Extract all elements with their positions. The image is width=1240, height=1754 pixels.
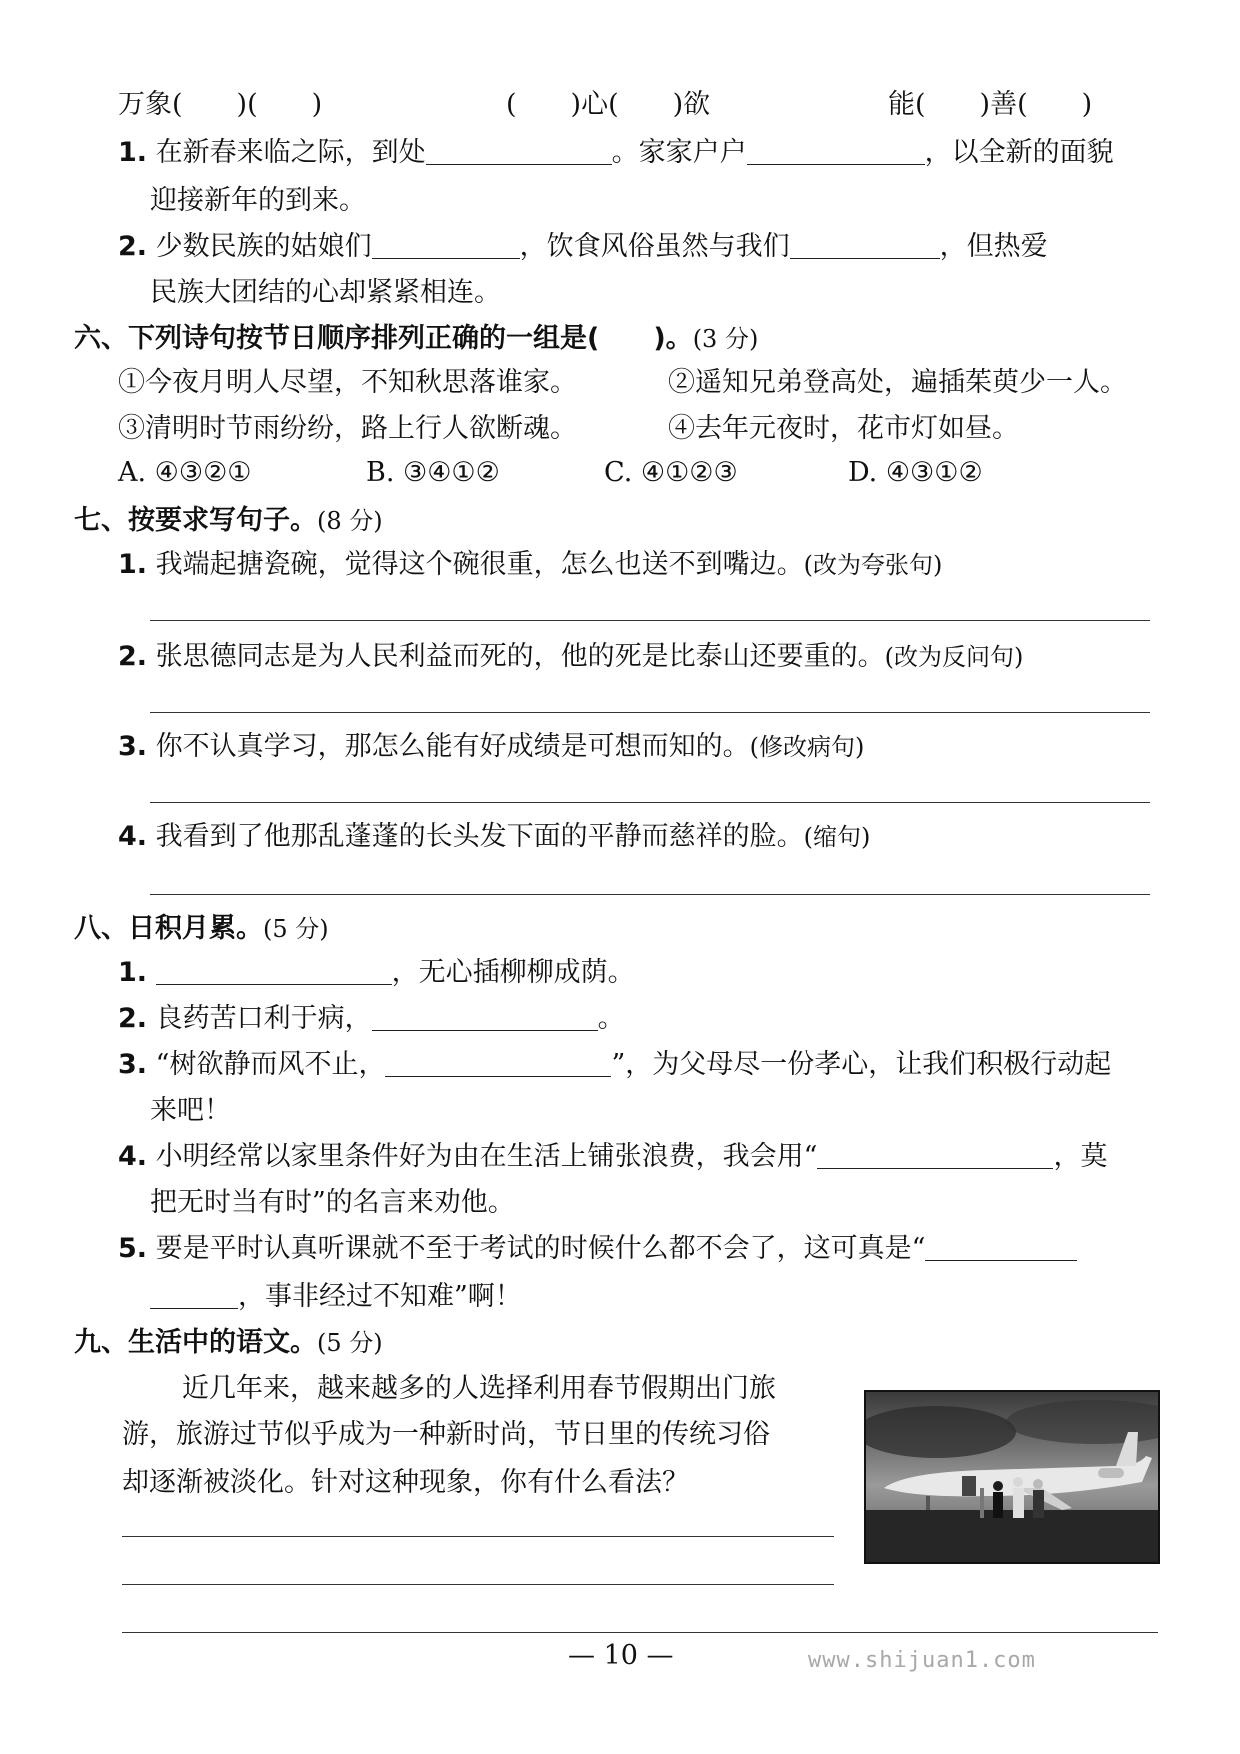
option-a[interactable]: A. ④③②① [118, 457, 252, 488]
q8-item-2: 2. 良药苦口利于病， 。 [118, 1003, 625, 1034]
watermark: www.shijuan1.com [808, 1648, 1036, 1673]
blank[interactable] [372, 232, 520, 259]
answer-line[interactable] [122, 1536, 834, 1537]
q7-item-3: 3. 你不认真学习，那怎么能有好成绩是可想而知的。(修改病句) [118, 731, 865, 762]
blank[interactable] [156, 958, 392, 985]
option-c[interactable]: C. ④①②③ [604, 457, 738, 488]
section-9-heading: 九、生活中的语文。(5 分) [74, 1327, 383, 1358]
blank[interactable] [747, 138, 925, 165]
blank[interactable] [372, 1004, 598, 1031]
page-number: — 10 — [568, 1640, 674, 1671]
q8-item-5: 5. 要是平时认真听课就不至于考试的时候什么都不会了，这可真是“ [118, 1232, 1077, 1266]
q5-item-1: 1. 在新春来临之际，到处 。家家户户 ，以全新的面貌 [118, 137, 1114, 168]
q8-item-3-cont: 来吧！ [150, 1095, 231, 1126]
answer-line[interactable] [150, 712, 1150, 713]
poem-4: ④去年元夜时，花市灯如昼。 [668, 413, 1019, 444]
q5-item-1-cont: 迎接新年的到来。 [150, 185, 366, 216]
blank[interactable] [925, 1234, 1077, 1261]
sec9-line-2: 游，旅游过节似乎成为一种新时尚，节日里的传统习俗 [122, 1419, 770, 1450]
poem-3: ③清明时节雨纷纷，路上行人欲断魂。 [118, 413, 577, 444]
answer-line[interactable] [150, 802, 1150, 803]
blank[interactable] [790, 232, 940, 259]
q7-item-2: 2. 张思德同志是为人民利益而死的，他的死是比泰山还要重的。(改为反问句) [118, 641, 1024, 672]
q7-item-4: 4. 我看到了他那乱蓬蓬的长头发下面的平静而慈祥的脸。(缩句) [118, 821, 871, 852]
option-b[interactable]: B. ③④①② [366, 457, 500, 488]
jet-photo-illustration [866, 1392, 1158, 1562]
sec9-line-1: 近几年来，越来越多的人选择利用春节假期出门旅 [182, 1373, 776, 1404]
blank[interactable] [426, 138, 612, 165]
blank[interactable] [385, 1050, 611, 1077]
poem-2: ②遥知兄弟登高处，遍插茱萸少一人。 [668, 367, 1127, 398]
answer-line[interactable] [122, 1632, 1158, 1633]
q5-item-2-cont: 民族大团结的心却紧紧相连。 [150, 277, 501, 308]
q8-item-3: 3. “树欲静而风不止， ”，为父母尽一份孝心，让我们积极行动起 [118, 1049, 1112, 1080]
blank[interactable] [150, 1282, 238, 1309]
q7-item-1: 1. 我端起搪瓷碗，觉得这个碗很重，怎么也送不到嘴边。(改为夸张句) [118, 549, 943, 580]
section-8-heading: 八、日积月累。(5 分) [74, 913, 329, 944]
q8-item-4-cont: 把无时当有时”的名言来劝他。 [150, 1187, 515, 1218]
word-fill-3: 能( )善( ) [888, 89, 1093, 120]
section-6-heading: 六、下列诗句按节日顺序排列正确的一组是( )。(3 分) [74, 323, 759, 354]
jet-photo [864, 1390, 1160, 1564]
answer-line[interactable] [150, 894, 1150, 895]
poem-1: ①今夜月明人尽望，不知秋思落谁家。 [118, 367, 577, 398]
q5-item-2: 2. 少数民族的姑娘们 ，饮食风俗虽然与我们 ，但热爱 [118, 231, 1048, 262]
q8-item-1: 1. ，无心插柳柳成荫。 [118, 957, 635, 988]
option-d[interactable]: D. ④③①② [848, 457, 983, 488]
section-7-heading: 七、按要求写句子。(8 分) [74, 505, 383, 536]
word-fill-2: ( )心( )欲 [506, 89, 711, 120]
q8-item-4: 4. 小明经常以家里条件好为由在生活上铺张浪费，我会用“ ，莫 [118, 1141, 1108, 1172]
answer-line[interactable] [122, 1584, 834, 1585]
q8-item-5-cont: ，事非经过不知难”啊！ [150, 1280, 522, 1314]
sec9-line-3: 却逐渐被淡化。针对这种现象，你有什么看法？ [122, 1467, 689, 1498]
answer-line[interactable] [150, 620, 1150, 621]
blank[interactable] [817, 1142, 1053, 1169]
word-fill-1: 万象( )( ) [118, 89, 323, 120]
